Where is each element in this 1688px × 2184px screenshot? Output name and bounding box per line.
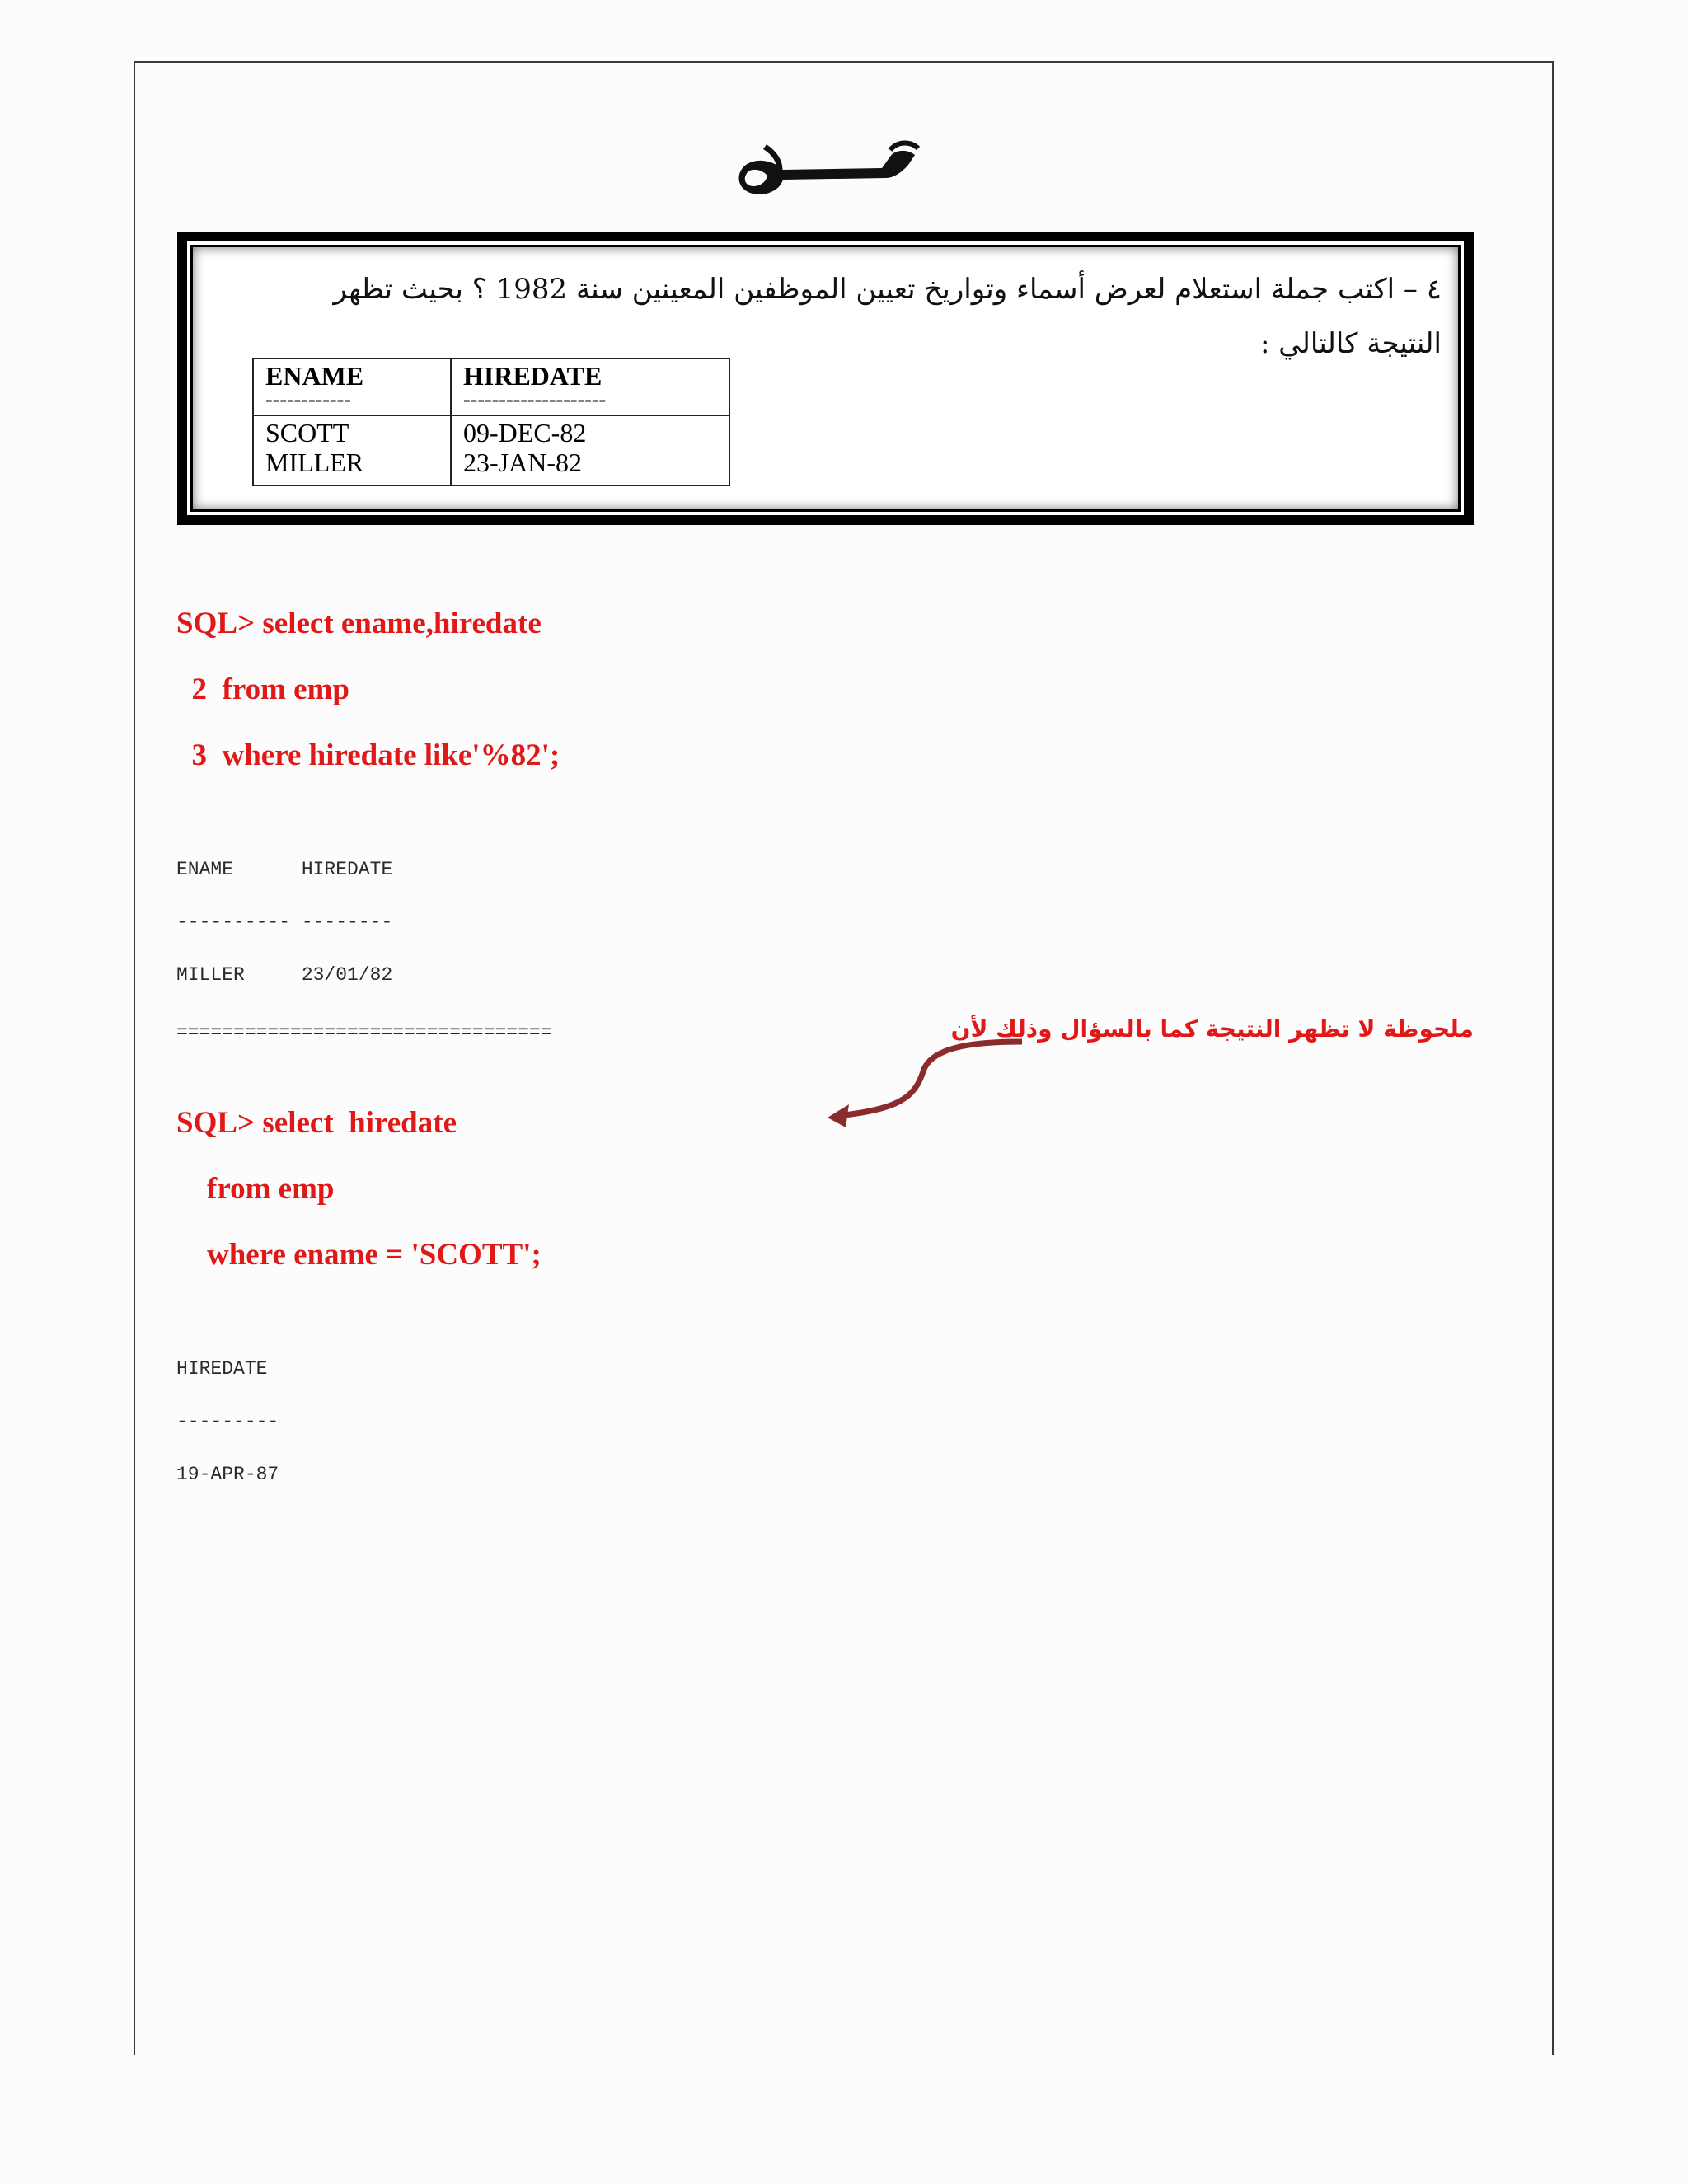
question-text [209, 262, 1442, 371]
cell-hiredate-2: 23-JAN-82 [463, 448, 582, 478]
curved-arrow-icon [816, 1030, 1030, 1137]
query1-line-3: 3 where hiredate like'%82'; [176, 738, 560, 772]
query2-line-3: where ename = 'SCOTT'; [176, 1238, 542, 1272]
header-ename-dashes: ------------ [265, 387, 351, 411]
query1-line-1: SQL> select ename,hiredate [176, 607, 542, 640]
separator-line: ================================= [176, 1022, 552, 1043]
question-line-2: النتيجة كالتالي : [1259, 327, 1442, 360]
header-hiredate: HIREDATE [463, 361, 603, 391]
question-box [177, 232, 1474, 525]
question-line-1: ٤ – اكتب جملة استعلام لعرض أسماء وتواريخ تعيين الموظفين المعينين سنة 1982 ؟ بحيث تظهر [333, 273, 1442, 306]
result2-header: HIREDATE [176, 1358, 268, 1380]
result1-dashes: ---------- -------- [176, 912, 393, 933]
cell-hiredate-1: 09-DEC-82 [463, 418, 587, 448]
table-header-row [253, 359, 729, 415]
header-ename: ENAME [265, 361, 364, 391]
table-row [253, 415, 729, 485]
note-text: ملحوظة لا تظهر النتيجة كما بالسؤال وذلك لأن [950, 1015, 1474, 1043]
cell-ename-1: SCOTT [265, 418, 349, 448]
solution-heading-calligraphy [725, 132, 923, 206]
header-hiredate-dashes: -------------------- [463, 387, 607, 411]
result1-row: MILLER 23/01/82 [176, 964, 393, 986]
query2-line-1: SQL> select hiredate [176, 1106, 457, 1140]
result2-row: 19-APR-87 [176, 1464, 279, 1485]
result2-dashes: --------- [176, 1411, 279, 1432]
query2-line-2: from emp [176, 1172, 335, 1206]
expected-result-table [252, 358, 730, 486]
result1-header: ENAME HIREDATE [176, 859, 393, 880]
query1-line-2: 2 from emp [176, 673, 349, 706]
cell-ename-2: MILLER [265, 448, 364, 478]
